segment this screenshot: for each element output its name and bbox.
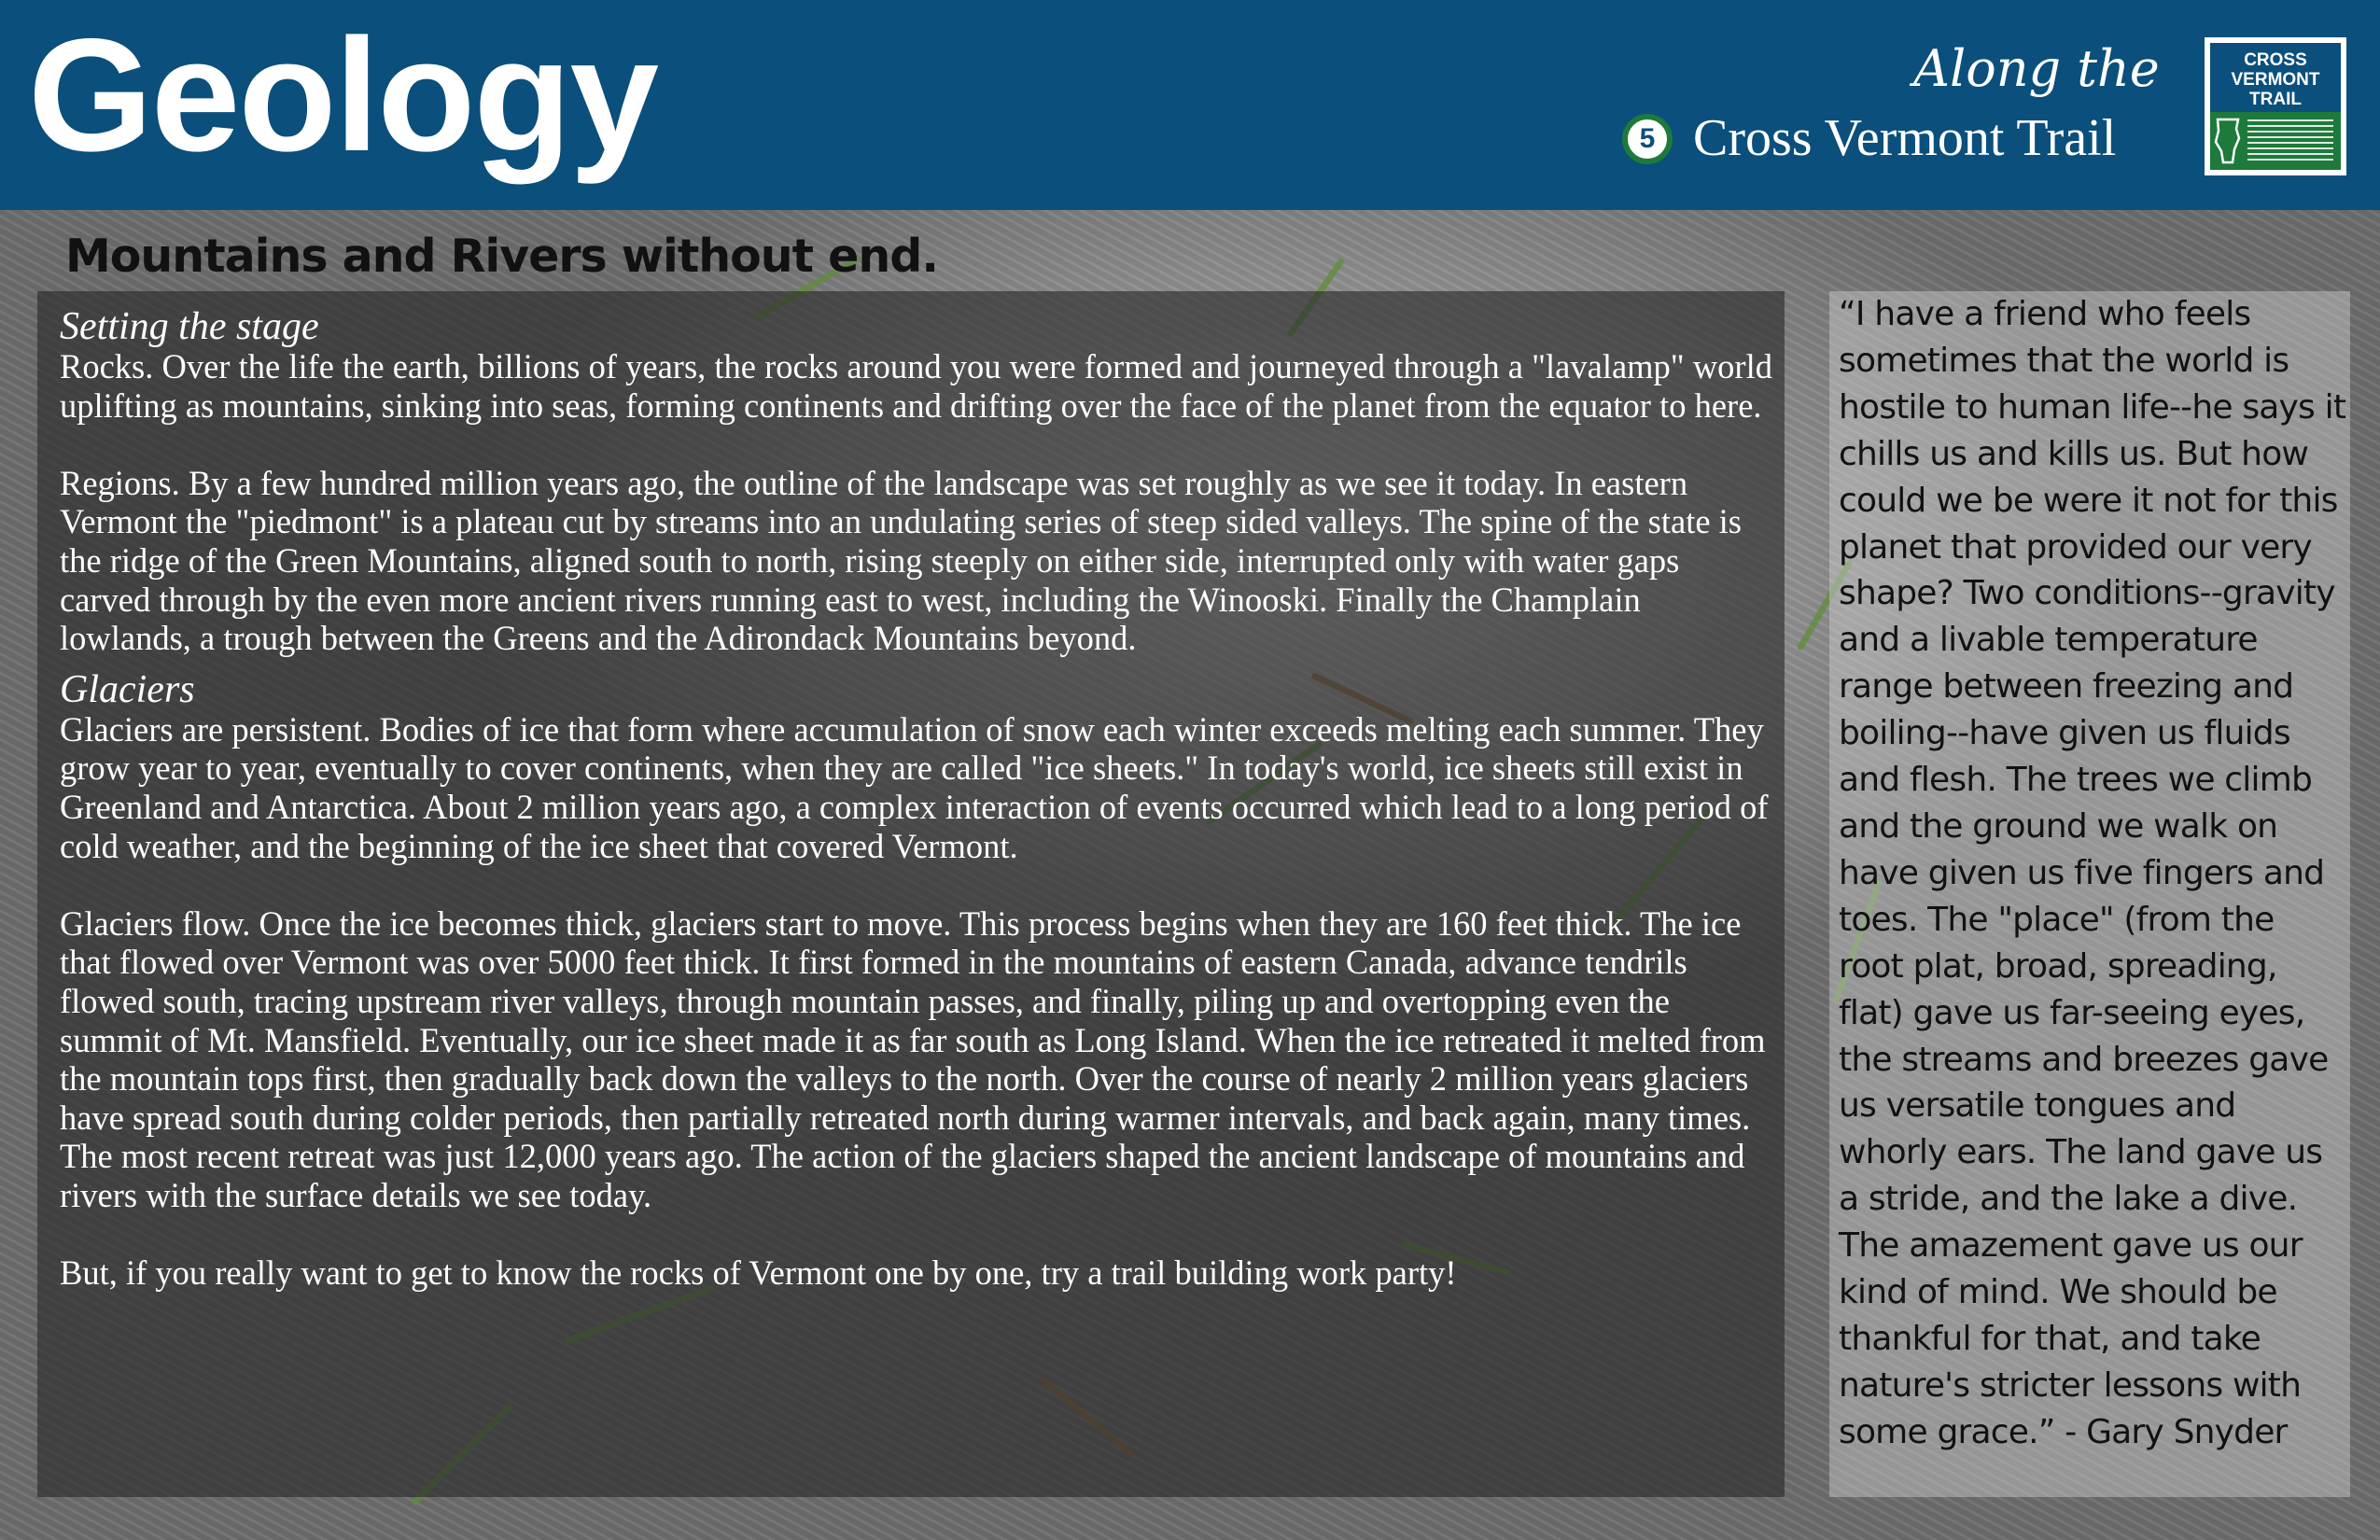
main-text [60, 306, 1777, 1331]
section-heading-glaciers: Glaciers [60, 667, 195, 711]
gary-snyder-quote: “I have a friend who feels sometimes that the world is hostile to human life--he says it chills us and kills us. But how could we be were it not for this planet that provided our very shape? Two conditions--gravity and a livable temperature range between freezing and boiling--have given us fluids and flesh. The trees we climb and the ground we walk on have given us five fingers and toes. The "place" (from the root plat, broad, spreading, flat) gave us far-seeing eyes, the streams and breezes gave us versatile tongues and whorly ears. The land gave us a stride, and the lake a dive. The amazement gave us our kind of mind. We should be thankful for that, and take nature's stricter lessons with some grace.” - Gary Snyder [1839, 295, 2346, 1451]
paragraph-regions: Regions. By a few hundred million years ago, the outline of the landscape was set roughly as we see it today. In eastern Vermont the "piedmont" is a plateau cut by streams into an undulating series of steep sided valleys. The spine of the state is the ridge of the Green Mountains, aligned south to north, rising steeply on either side, interrupted only with water gaps carved through by the even more ancient rivers running east to west, including the Winooski. Finally the Champlain lowlands, a trough between the Greens and the Adirondack Mountains beyond. [60, 463, 1743, 658]
vermont-map-icon [2214, 118, 2242, 164]
along-the-tagline: Along the [1913, 39, 2160, 98]
paragraph-glaciers-flow: Glaciers flow. Once the ice becomes thick, glaciers start to move. This process begins when they are 160 feet thick. The ice that flowed over Vermont was over 5000 feet thick. It first formed in the mountains of eastern Canada, advance tendrils flowed south, tracing upstream river valleys, through mountain passes, and finally, piling up and overtopping even the summit of Mt. Mansfield. Eventually, our ice sheet made it as far south as Long Island. When the ice retreated it melted from the mountain tops first, then gradually back down the valleys to the north. Over the course of nearly 2 million years glaciers have spread south during colder periods, then partially retreated north during warmer intervals, and back again, many times. The most recent retreat was just 12,000 years ago. The action of the glaciers shaped the ancient landscape of mountains and rivers with the surface details we see today. [60, 903, 1766, 1214]
logo-word: VERMONT [2231, 70, 2320, 90]
stop-number-badge: 5 [1622, 114, 1673, 164]
section-heading-setting-the-stage: Setting the stage [60, 305, 319, 348]
logo-word: CROSS [2244, 50, 2307, 70]
main-text-panel [37, 291, 1785, 1497]
header-banner [0, 0, 2380, 210]
logo-green-strip [2210, 112, 2341, 170]
logo-word: TRAIL [2249, 90, 2302, 109]
trail-name: Cross Vermont Trail [1693, 109, 2117, 167]
paragraph-glaciers-persistent: Glaciers are persistent. Bodies of ice that form where accumulation of snow each winter exceeds melting each summer. They grow year to year, eventually to cover continents, when they are called "ice sheets." In today's world, ice sheets still exist in Greenland and Antarctica. About 2 million years ago, a complex interaction of events occurred which lead to a long period of cold weather, and the beginning of the ice sheet that covered Vermont. [60, 709, 1769, 865]
section-subtitle: Mountains and Rivers without end. [65, 230, 938, 283]
quote-panel [1829, 291, 2350, 1497]
page-title: Geology [28, 6, 658, 185]
paragraph-trail-work-party: But, if you really want to get to know the rocks of Vermont one by one, try a trail building work party! [60, 1253, 1457, 1293]
paragraph-rocks: Rocks. Over the life the earth, billions of years, the rocks around you were formed and journeyed through a "lavalamp" world uplifting as mountains, sinking into seas, forming continents and drifting over the face of the planet from the equator to here. [60, 347, 1772, 425]
logo-fine-print [2247, 119, 2333, 161]
cross-vermont-trail-logo [2205, 37, 2346, 175]
